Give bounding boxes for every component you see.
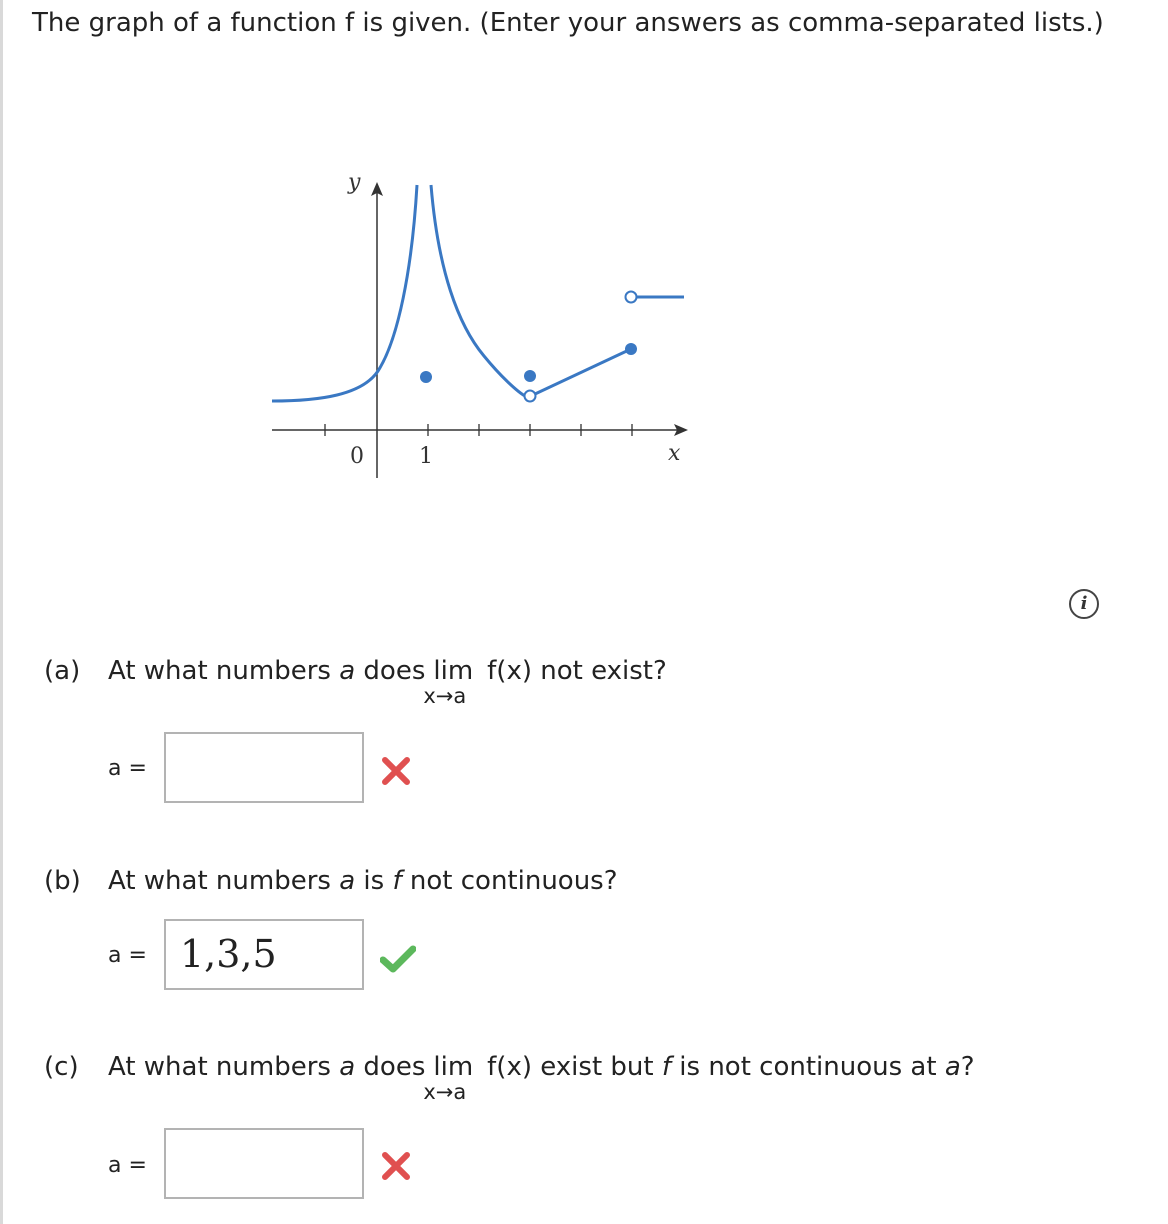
part-c-answer-input[interactable] [164,1128,364,1199]
part-a-text-2: does [363,656,426,686]
origin-label: 0 [350,444,364,469]
problem-prompt: The graph of a function f is given. (Enter your answers as comma-separated lists.) [32,8,1104,38]
one-label: 1 [419,444,433,469]
question-b [44,866,618,896]
part-b-answer-label: a = [108,943,147,968]
part-c-limit [423,1052,474,1104]
part-c-var: a [339,1052,356,1082]
part-c-text-1: At what numbers [108,1052,331,1082]
part-b-text-1: At what numbers [108,866,331,896]
part-b-letter: (b) [44,866,81,896]
part-c-letter: (c) [44,1052,79,1082]
part-a-lim-subscript: x→a [423,684,467,708]
curve-left-branch [272,185,417,401]
part-a-fx: f(x) [487,656,532,686]
part-c-text-2: does [363,1052,426,1082]
part-b-correct-icon [380,944,416,974]
function-graph [0,0,1168,560]
part-c-f: f [661,1052,672,1082]
part-a-letter: (a) [44,656,81,686]
part-c-fx: f(x) [487,1052,532,1082]
filled-point-x5 [625,343,637,355]
part-a-answer-input[interactable] [164,732,364,803]
open-point-x5 [626,292,637,303]
curve-middle-branch [431,185,525,396]
part-c-incorrect-icon [380,1150,412,1182]
question-a [44,656,667,708]
filled-point-x1 [420,371,432,383]
question-c [44,1052,975,1104]
part-c-text-4: is not continuous at [679,1052,937,1082]
part-c-var2: a [944,1052,961,1082]
part-a-limit [423,656,474,708]
y-axis-label: y [348,170,361,195]
info-icon[interactable]: i [1069,589,1099,619]
part-a-text-1: At what numbers [108,656,331,686]
part-b-answer-input[interactable]: 1,3,5 [164,919,364,990]
part-a-text-3: not exist? [540,656,667,686]
part-c-answer-label: a = [108,1153,147,1178]
curve-line-segment [535,349,631,394]
filled-point-x3 [524,370,536,382]
part-b-text-3: not continuous? [409,866,618,896]
part-a-var: a [339,656,356,686]
x-axis-label: x [668,441,681,466]
part-b-f: f [392,866,402,896]
part-c-lim-subscript: x→a [423,1080,467,1104]
part-c-text-3: exist but [540,1052,654,1082]
part-b-text-2: is [363,866,385,896]
part-a-incorrect-icon [380,755,412,787]
part-a-lim-word: lim [433,656,474,686]
part-a-answer-label: a = [108,756,147,781]
part-c-text-5: ? [960,1052,975,1082]
part-c-lim-word: lim [433,1052,474,1082]
part-b-var: a [339,866,356,896]
open-point-x3 [525,391,536,402]
